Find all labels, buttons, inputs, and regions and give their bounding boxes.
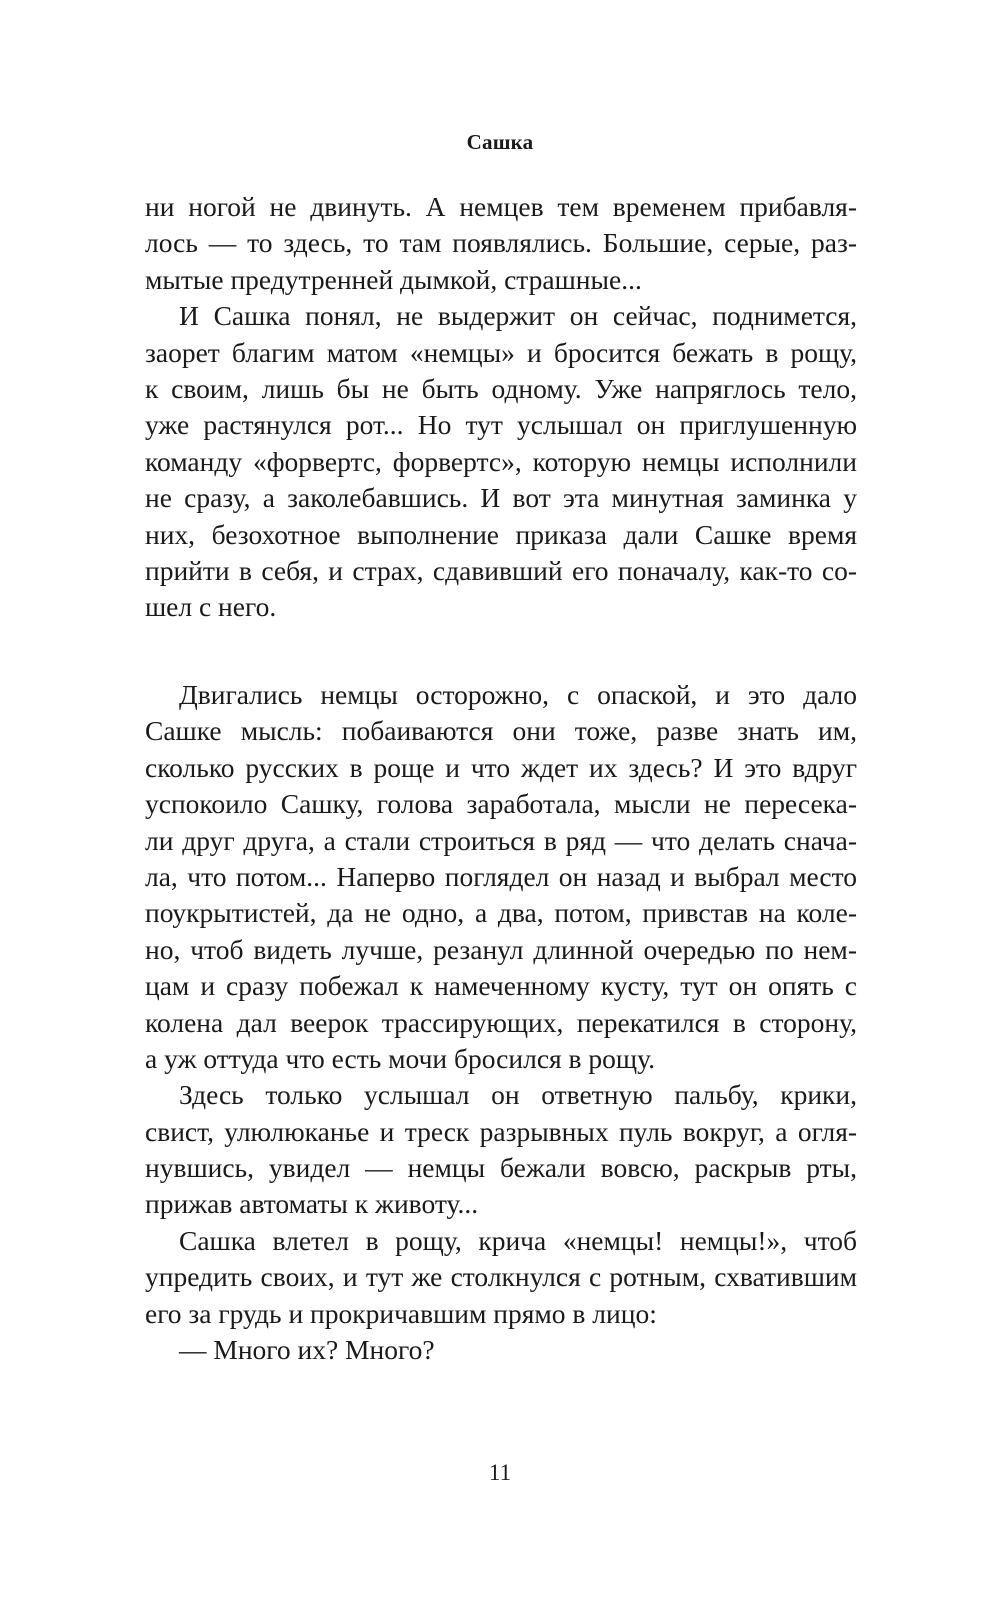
text-line: сколько русских в роще и что ждет их здесь? И это вдруг	[145, 751, 857, 783]
text-line: Сашка влетел в рощу, крича «немцы! немцы!», чтоб	[179, 1224, 857, 1256]
text-line: поукрытистей, да не одно, а два, потом, привстав на коле-	[145, 897, 857, 929]
text-line: Сашке мысль: побаиваются они тоже, разве знать им,	[145, 715, 857, 747]
text-line: свист, улюлюканье и треск разрывных пуль вокруг, а огля-	[145, 1115, 857, 1147]
text-line: колена дал веерок трассирующих, перекатился в сторону,	[145, 1006, 857, 1038]
text-line: к своим, лишь бы не быть одному. Уже напряглось тело,	[145, 372, 857, 404]
text-block-2	[145, 677, 857, 1368]
text-line: прийти в себя, и страх, сдавивший его поначалу, как-то со-	[145, 554, 857, 586]
text-line: — Много их? Много?	[179, 1334, 435, 1366]
text-line: его за грудь и прокричавшим прямо в лицо:	[145, 1297, 657, 1329]
text-line: ла, что потом... Наперво поглядел он назад и выбрал место	[145, 860, 857, 892]
text-line: цам и сразу побежал к намеченному кусту, тут он опять с	[145, 970, 857, 1002]
running-head: Сашка	[466, 130, 534, 154]
text-line: мытые предутренней дымкой, страшные...	[145, 263, 642, 295]
text-line: прижав автоматы к животу...	[145, 1188, 479, 1220]
text-line: лось — то здесь, то там появлялись. Большие, серые, раз-	[145, 227, 857, 259]
text-line: успокоило Сашку, голова заработала, мысли не пересека-	[145, 788, 857, 820]
text-line: шел с него.	[145, 591, 277, 623]
text-line: И Сашка понял, не выдержит он сейчас, поднимется,	[179, 300, 857, 332]
text-line: заорет благим матом «немцы» и бросится бежать в рощу,	[145, 336, 857, 368]
text-line: не сразу, а заколебавшись. И вот эта минутная заминка у	[145, 482, 857, 514]
text-line: команду «форвертс, форвертс», которую немцы исполнили	[145, 445, 857, 477]
text-line: ли друг друга, а стали строиться в ряд — что делать снача-	[145, 824, 857, 856]
text-line: Двигались немцы осторожно, с опаской, и это дало	[179, 679, 857, 710]
text-line: упредить своих, и тут же столкнулся с ротным, схватившим	[145, 1261, 857, 1293]
text-line: них, безохотное выполнение приказа дали Сашке время	[145, 518, 857, 550]
text-line: нувшись, увидел — немцы бежали вовсю, раскрыв рты,	[145, 1152, 857, 1184]
text-block-1	[145, 189, 857, 626]
text-line: уже растянулся рот... Но тут услышал он приглушенную	[145, 409, 857, 441]
page-number: 11	[488, 1460, 512, 1485]
text-line: Здесь только услышал он ответную пальбу, крики,	[179, 1079, 857, 1111]
text-line: а уж оттуда что есть мочи бросился в рощу.	[145, 1042, 655, 1074]
text-line: но, чтоб видеть лучше, резанул длинной очередью по нем-	[145, 933, 857, 965]
text-line: ни ногой не двинуть. А немцев тем временем прибавля-	[145, 191, 857, 222]
